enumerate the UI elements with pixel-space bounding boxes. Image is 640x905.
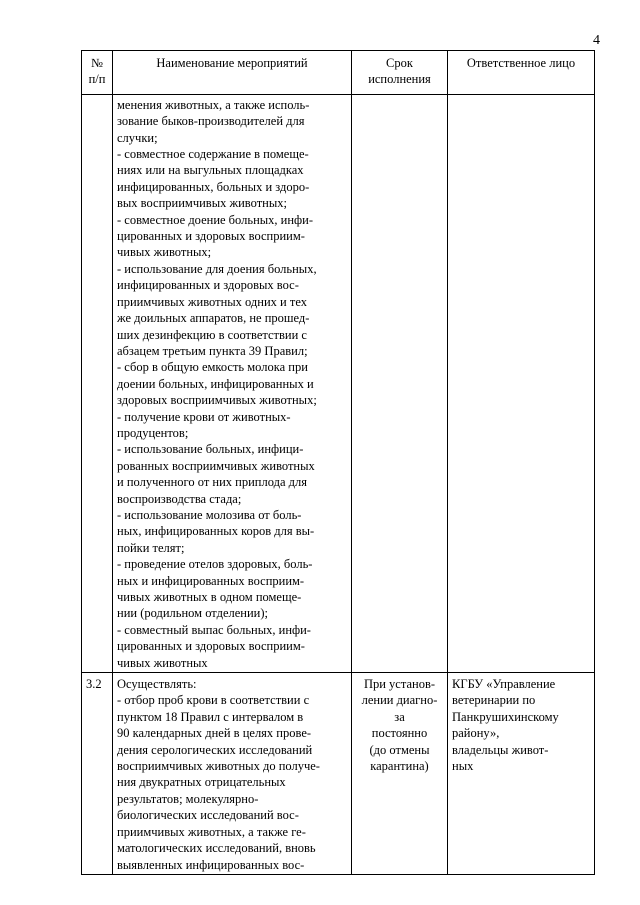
row-measure: менения животных, а также исполь- зование быков-производителей для случки; - совместное содержание в помеще- ниях или на выгульных площадках инфицированных, больных и здоро- вых восприимчивых животных; - совместное доение больных, инфи- цированных и здоровых восприим- чивых животных; - использование для доения больных, инфицированных и здоровых вос- приимчивых животных одних и тех же доильных аппаратов, не прошед- ших дезинфекцию в соответствии с абзацем третьим пункта 39 Правил; - сбор в общую емкость молока при доении больных, инфицированных и здоровых восприимчивых животных; - получение крови от животных- продуцентов; - использование больных, инфици- рованных восприимчивых животных и полученного от них приплода для воспроизводства стада; - использование молозива от боль- ных, инфицированных коров для вы- пойки телят; - проведение отелов здоровых, боль- ных и инфицированных восприим- чивых животных в одном помеще- нии (родильном отделении); - совместный выпас больных, инфи- цированных и здоровых восприим- чивых животных	[113, 94, 352, 672]
table-row	[82, 94, 595, 672]
row-num: 3.2	[82, 673, 113, 875]
row-num	[82, 94, 113, 672]
page-number: 4	[593, 33, 600, 48]
table-header-row	[82, 51, 595, 95]
header-name: Наименование мероприятий	[113, 51, 352, 95]
row-term	[352, 94, 448, 672]
header-num: № п/п	[82, 51, 113, 95]
table-row	[82, 673, 595, 875]
row-responsible	[448, 94, 595, 672]
row-term: При установ- лении диагно- за постоянно (до отмены карантина)	[352, 673, 448, 875]
measures-table	[81, 50, 595, 875]
header-term: Срок исполнения	[352, 51, 448, 95]
header-responsible: Ответственное лицо	[448, 51, 595, 95]
row-responsible: КГБУ «Управление ветеринарии по Панкрушихинскому району», владельцы живот- ных	[448, 673, 595, 875]
row-measure: Осуществлять: - отбор проб крови в соответствии с пунктом 18 Правил с интервалом в 90 календарных дней в целях прове- дения серологических исследований восприимчивых животных до получе- ния двукратных отрицательных результатов; молекулярно- биологических исследований вос- приимчивых животных, а также ге- матологических исследований, вновь выявленных инфицированных вос-	[113, 673, 352, 875]
